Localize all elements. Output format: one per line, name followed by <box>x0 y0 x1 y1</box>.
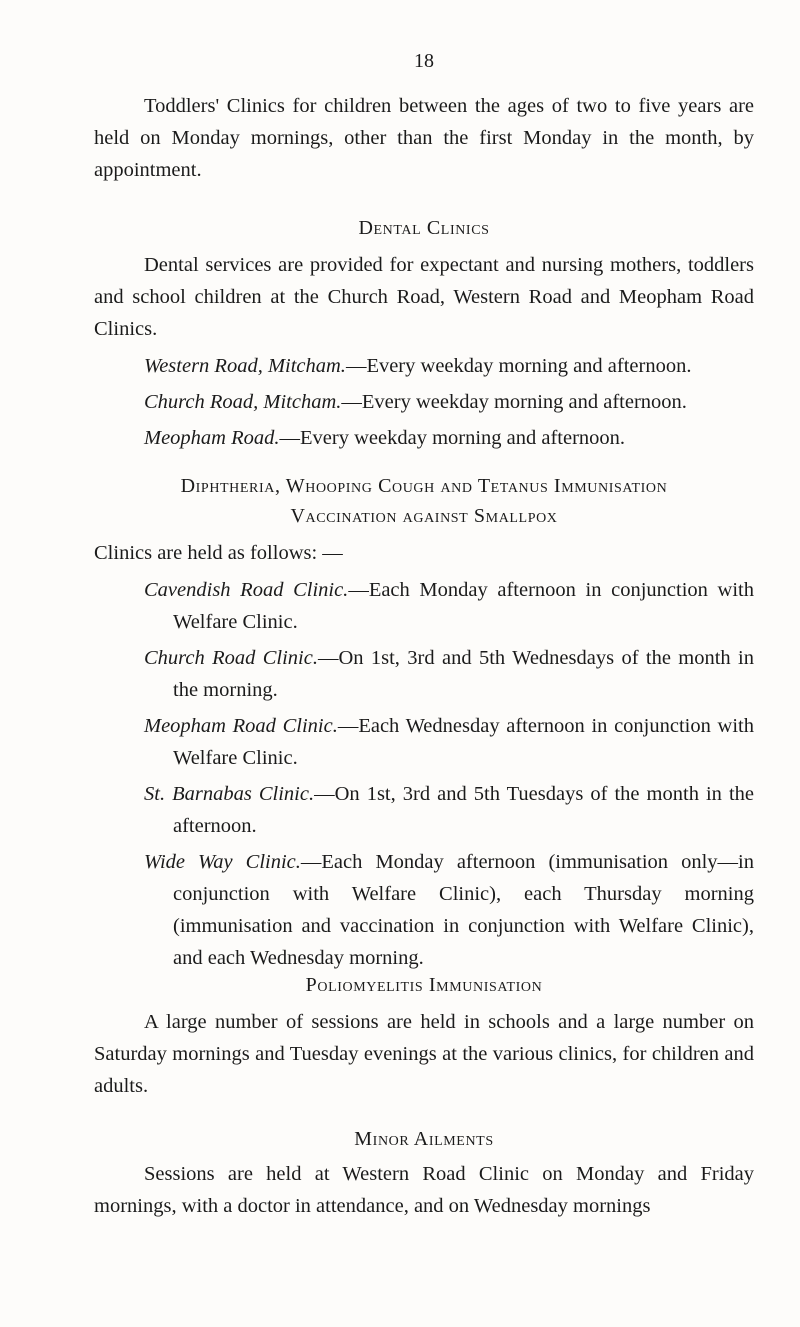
minor-ailments-section <box>94 1158 754 1222</box>
immunisation-intro: Clinics are held as follows: — <box>94 542 343 564</box>
immunisation-section <box>94 537 754 974</box>
immunisation-heading-line1: Diphtheria, Whooping Cough and Tetanus Immunisation <box>180 475 668 497</box>
immunisation-entry <box>94 574 754 638</box>
immunisation-entry-place: Meopham Road Clinic. <box>144 715 338 737</box>
dental-entry-place: Meopham Road. <box>144 427 280 449</box>
dental-section <box>94 249 754 454</box>
immunisation-entry <box>94 710 754 774</box>
polio-heading: Poliomyelitis Immunisation <box>305 974 543 996</box>
immunisation-entry-detail: —On 1st, 3rd and 5th Wednesdays of the month in the morning. <box>173 647 754 701</box>
immunisation-entry-detail: —Each Monday afternoon (immunisation only—in conjunction with Welfare Clinic), each Thursday morning (immunisation and vaccination in conjunction with Welfare Clinic), and each Wednesday morning. <box>173 851 754 969</box>
immunisation-entry-place: Church Road Clinic. <box>144 647 318 669</box>
immunisation-entry-place: Cavendish Road Clinic. <box>144 579 349 601</box>
dental-entry-detail: —Every weekday morning and afternoon. <box>341 391 687 413</box>
immunisation-entry <box>94 778 754 842</box>
immunisation-entry-place: Wide Way Clinic. <box>144 851 301 873</box>
polio-paragraph: A large number of sessions are held in schools and a large number on Saturday mornings and Tuesday evenings at the various clinics, for children and adults. <box>94 1011 754 1097</box>
immunisation-entry-detail: —On 1st, 3rd and 5th Tuesdays of the month in the afternoon. <box>173 783 754 837</box>
intro-section <box>94 90 754 186</box>
dental-heading: Dental Clinics <box>358 217 490 239</box>
dental-entry <box>94 386 754 418</box>
intro-paragraph: Toddlers' Clinics for children between the ages of two to five years are held on Monday mornings, other than the first Monday in the month, by appointment. <box>94 95 754 181</box>
immunisation-heading-line2: Vaccination against Smallpox <box>290 505 558 527</box>
immunisation-entry <box>94 642 754 706</box>
minor-ailments-paragraph: Sessions are held at Western Road Clinic on Monday and Friday mornings, with a doctor in attendance, and on Wednesday mornings <box>94 1163 754 1217</box>
dental-entry-detail: —Every weekday morning and afternoon. <box>279 427 626 449</box>
polio-section <box>94 1006 754 1102</box>
dental-entry-place: Western Road, Mitcham. <box>144 355 346 377</box>
dental-entry <box>94 422 754 454</box>
immunisation-entry-detail: —Each Wednesday afternoon in conjunction with Welfare Clinic. <box>173 715 754 769</box>
dental-entry <box>94 350 754 382</box>
dental-paragraph: Dental services are provided for expectant and nursing mothers, toddlers and school children at the Church Road, Western Road and Meopham Road Clinics. <box>94 254 754 340</box>
immunisation-entry-detail: —Each Monday afternoon in conjunction with Welfare Clinic. <box>173 579 754 633</box>
minor-ailments-heading: Minor Ailments <box>354 1128 494 1150</box>
immunisation-entry <box>94 846 754 974</box>
dental-entry-detail: —Every weekday morning and afternoon. <box>345 355 692 377</box>
dental-entry-place: Church Road, Mitcham. <box>144 391 342 413</box>
immunisation-entry-place: St. Barnabas Clinic. <box>144 783 315 805</box>
page-number: 18 <box>414 50 434 72</box>
